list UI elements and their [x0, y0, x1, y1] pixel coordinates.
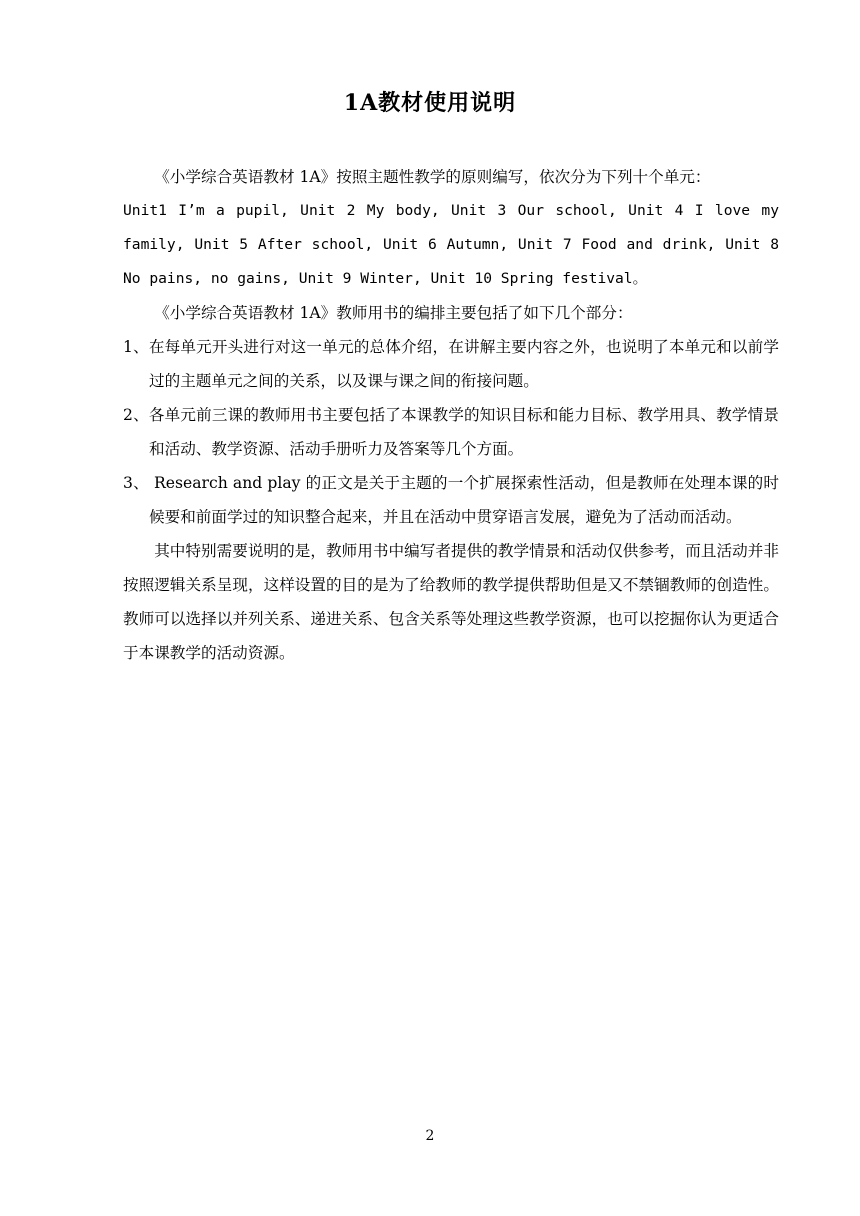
structure-intro-paragraph: 《小学综合英语教材 1A》教师用书的编排主要包括了如下几个部分： — [154, 304, 633, 322]
unit-list-paragraph: Unit1 I’m a pupil, Unit 2 My body, Unit 3 Our school, Unit 4 I love my family, Unit 5 After school, Unit 6 Autumn, Unit 7 Food and drink, Unit 8 No pains, no gains, Unit 9 Winter, Unit 10 Spring festival。 — [123, 202, 779, 287]
intro-paragraph: 《小学综合英语教材 1A》按照主题性教学的原则编写，依次分为下列十个单元： — [154, 168, 711, 186]
list-item-1: 1、在每单元开头进行对这一单元的总体介绍，在讲解主要内容之外，也说明了本单元和以前学过的主题单元之间的关系，以及课与课之间的衔接问题。 — [123, 338, 779, 390]
list-item-3: 3、 Research and play 的正文是关于主题的一个扩展探索性活动，但是教师在处理本课的时候要和前面学过的知识整合起来，并且在活动中贯穿语言发展，避免为了活动而活动。 — [123, 474, 779, 526]
page-number: 2 — [425, 1128, 435, 1144]
list-item-2: 2、各单元前三课的教师用书主要包括了本课教学的知识目标和能力目标、教学用具、教学情景和活动、教学资源、活动手册听力及答案等几个方面。 — [123, 406, 779, 458]
closing-paragraph: 其中特别需要说明的是，教师用书中编写者提供的教学情景和活动仅供参考，而且活动并非按照逻辑关系呈现，这样设置的目的是为了给教师的教学提供帮助但是又不禁锢教师的创造性。教师可以选择以并列关系、递进关系、包含关系等处理这些教学资源，也可以挖掘你认为更适合于本课教学的活动资源。 — [123, 542, 779, 662]
document-title: 1A教材使用说明 — [343, 90, 517, 116]
document-body — [123, 160, 779, 670]
